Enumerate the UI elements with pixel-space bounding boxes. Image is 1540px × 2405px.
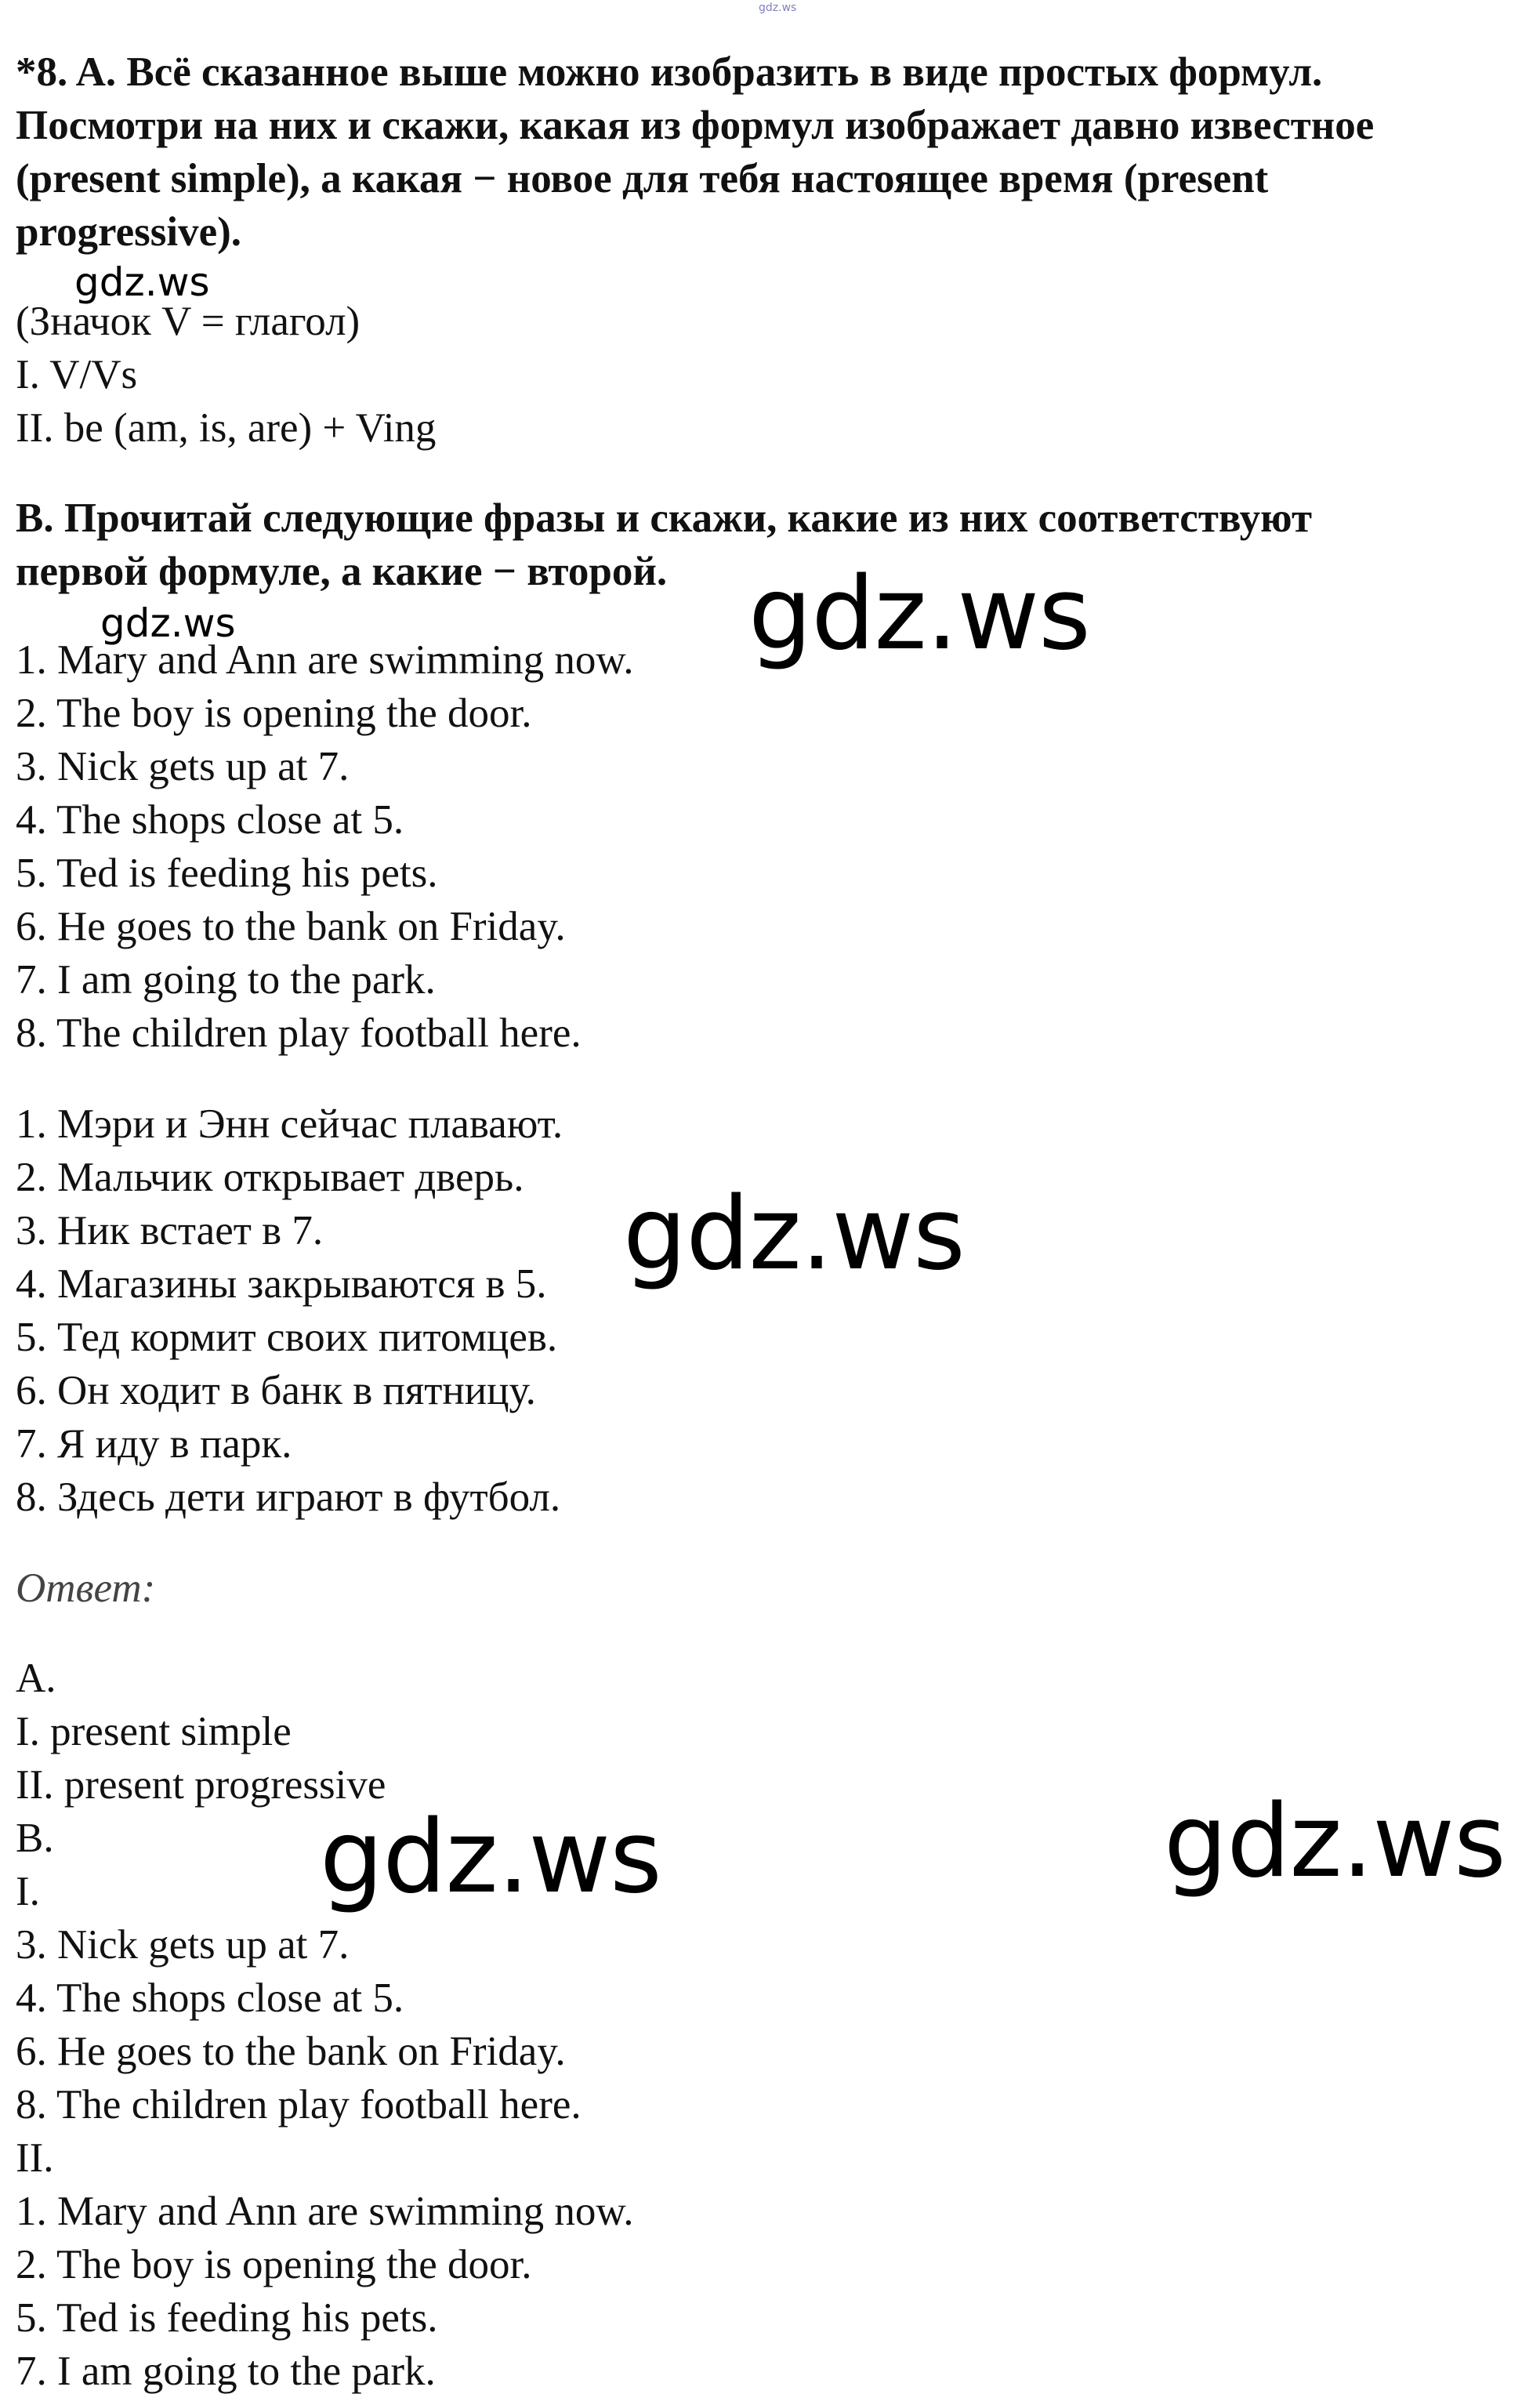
phrase-en: 4. The shops close at 5. — [16, 797, 404, 843]
formula-1: I. V/Vs — [16, 352, 138, 397]
watermark-top: gdz.ws — [759, 2, 797, 14]
formula-2: II. be (am, is, are) + Ving — [16, 405, 437, 451]
task-heading-line: (present simple), а какая − новое для тебя настоящее время (present — [16, 156, 1269, 201]
answer-group-1-item: 8. The children play football here. — [16, 2082, 582, 2128]
phrase-ru: 6. Он ходит в банк в пятницу. — [16, 1368, 536, 1413]
phrase-en: 2. The boy is opening the door. — [16, 691, 532, 736]
phrase-en: 8. The children play football here. — [16, 1010, 582, 1056]
task-heading-line: Посмотри на них и скажи, какая из формул изображает давно известное — [16, 103, 1375, 148]
answer-label: Ответ: — [16, 1565, 156, 1611]
phrase-ru: 4. Магазины закрываются в 5. — [16, 1261, 547, 1307]
answer-group-2-item: 7. I am going to the park. — [16, 2349, 436, 2394]
phrase-en: 5. Ted is feeding his pets. — [16, 851, 438, 896]
watermark-small-1: gdz.ws — [74, 259, 210, 305]
phrase-ru: 3. Ник встает в 7. — [16, 1208, 324, 1253]
answer-part-b-label: B. — [16, 1816, 54, 1861]
task-heading-line: *8. A. Всё сказанное выше можно изобразить в виде простых формул. — [16, 49, 1323, 95]
answer-part-a-item: I. present simple — [16, 1709, 292, 1754]
answer-group-2-item: 2. The boy is opening the door. — [16, 2242, 532, 2287]
answer-group-2-item: 1. Mary and Ann are swimming now. — [16, 2189, 634, 2234]
phrase-ru: 2. Мальчик открывает дверь. — [16, 1155, 524, 1200]
phrase-ru: 7. Я иду в парк. — [16, 1421, 292, 1467]
phrase-en: 7. I am going to the park. — [16, 957, 436, 1003]
part-b-heading-line: B. Прочитай следующие фразы и скажи, какие из них соответствуют — [16, 495, 1312, 541]
symbol-note: (Значок V = глагол) — [16, 299, 361, 344]
answer-part-a-label: A. — [16, 1656, 56, 1701]
phrase-ru: 8. Здесь дети играют в футбол. — [16, 1475, 561, 1520]
watermark-big-4: gdz.ws — [1164, 1783, 1506, 1900]
part-b-heading-line: первой формуле, а какие − второй. — [16, 549, 668, 594]
answer-group-1-item: 3. Nick gets up at 7. — [16, 1922, 350, 1968]
phrase-en: 3. Nick gets up at 7. — [16, 744, 350, 789]
answer-group-1-label: I. — [16, 1869, 40, 1914]
phrase-ru: 1. Мэри и Энн сейчас плавают. — [16, 1101, 563, 1147]
watermark-big-2: gdz.ws — [623, 1176, 965, 1293]
answer-part-a-item: II. present progressive — [16, 1762, 386, 1808]
phrase-en: 6. He goes to the bank on Friday. — [16, 904, 566, 949]
phrase-ru: 5. Тед кормит своих питомцев. — [16, 1315, 558, 1360]
task-heading-line: progressive). — [16, 209, 242, 255]
watermark-small-2: gdz.ws — [100, 600, 236, 646]
answer-group-2-label: II. — [16, 2135, 54, 2181]
answer-group-2-item: 5. Ted is feeding his pets. — [16, 2295, 438, 2341]
watermark-big-3: gdz.ws — [320, 1799, 661, 1916]
phrase-en: 1. Mary and Ann are swimming now. — [16, 637, 634, 683]
watermark-big-1: gdz.ws — [748, 556, 1090, 673]
answer-group-1-item: 6. He goes to the bank on Friday. — [16, 2029, 566, 2074]
answer-group-1-item: 4. The shops close at 5. — [16, 1975, 404, 2021]
